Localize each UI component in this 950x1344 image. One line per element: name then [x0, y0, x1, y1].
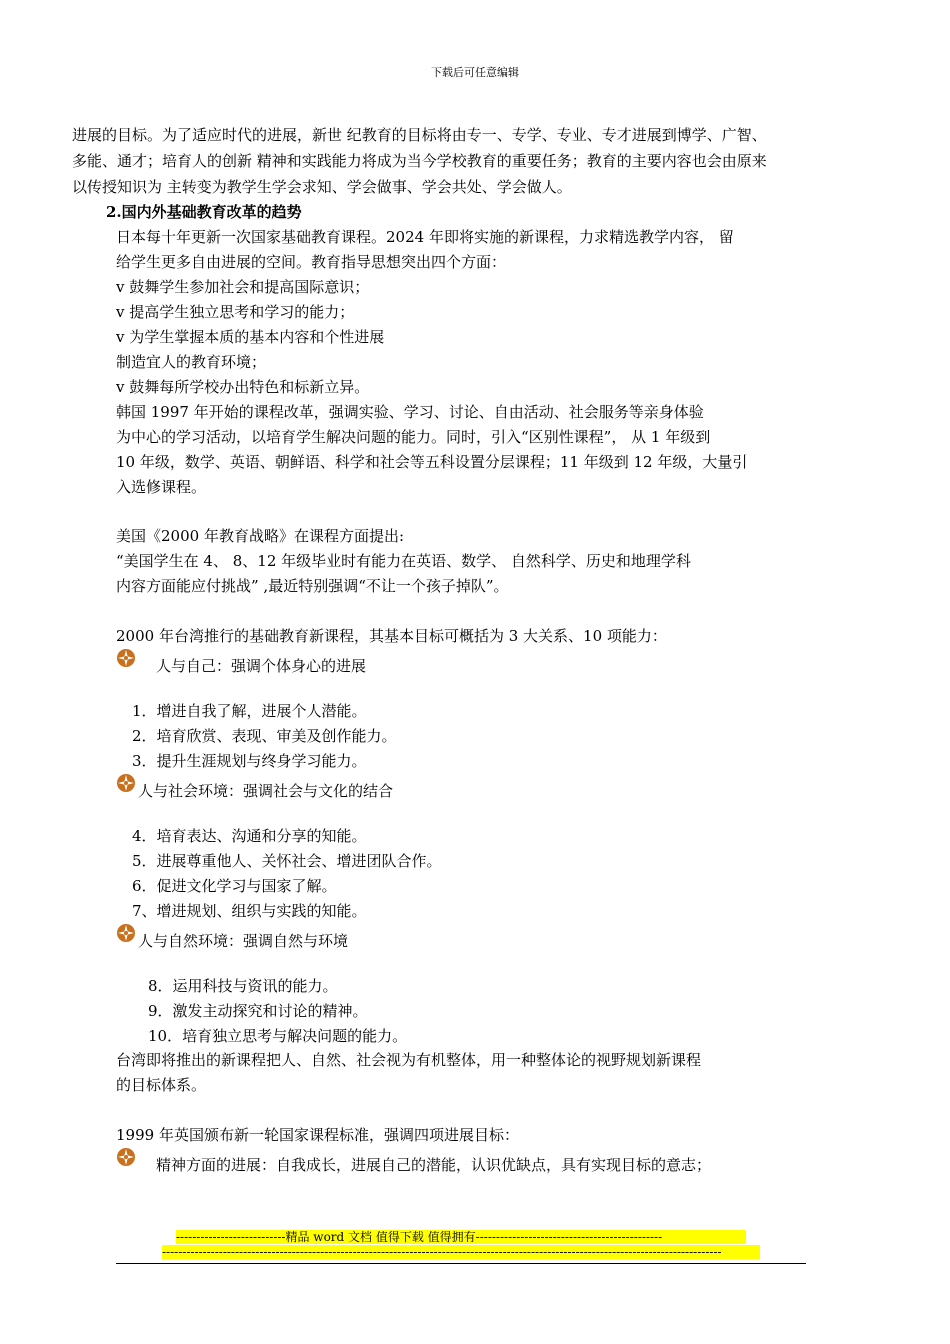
taiwan-summary: 的目标体系。 [116, 1076, 207, 1094]
footer-dash-line: ------------------------------------------------------------------------------------------------------------------------------------------ [162, 1245, 760, 1259]
taiwan-group-title: 人与自然环境：强调自然与环境 [138, 932, 349, 950]
intro-line: 多能、通才；培育人的创新 精神和实践能力将成为当今学校教育的重要任务；教育的主要内容也会由原来 [72, 152, 767, 170]
korea-line: 韩国 1997 年开始的课程改革，强调实验、学习、讨论、自由活动、社会服务等亲身体验 [116, 403, 704, 421]
taiwan-item: 1．增进自我了解，进展个人潜能。 [132, 702, 367, 720]
compass-bullet-icon [116, 923, 136, 943]
taiwan-item: 4．培育表达、沟通和分享的知能。 [132, 827, 367, 845]
japan-point: v 为学生掌握本质的基本内容和个性进展 [116, 328, 385, 346]
taiwan-summary: 台湾即将推出的新课程把人、自然、社会视为有机整体，用一种整体论的视野规划新课程 [116, 1051, 702, 1069]
compass-bullet-icon [116, 773, 136, 793]
taiwan-item: 9．激发主动探究和讨论的精神。 [148, 1002, 368, 1020]
japan-point: 制造宜人的教育环境； [116, 353, 267, 371]
korea-line: 为中心的学习活动，以培育学生解决问题的能力。同时，引入“区别性课程”， 从 1 年级到 [116, 428, 711, 446]
taiwan-group-title: 人与社会环境：强调社会与文化的结合 [138, 782, 394, 800]
taiwan-item: 2．培育欣赏、表现、审美及创作能力。 [132, 727, 397, 745]
korea-line: 10 年级，数学、英语、朝鲜语、科学和社会等五科设置分层课程；11 年级到 12 年级，大量引 [116, 453, 748, 471]
taiwan-item: 8．运用科技与资讯的能力。 [148, 977, 338, 995]
taiwan-group-title: 人与自己：强调个体身心的进展 [156, 657, 367, 675]
japan-line: 给学生更多自由进展的空间。教育指导思想突出四个方面： [116, 253, 507, 271]
page-header: 下载后可任意编辑 [431, 66, 519, 79]
compass-bullet-icon [116, 1147, 136, 1167]
japan-point: v 鼓舞学生参加社会和提高国际意识； [116, 278, 370, 296]
taiwan-item: 7、增进规划、组织与实践的知能。 [132, 902, 367, 920]
taiwan-intro: 2000 年台湾推行的基础教育新课程，其基本目标可概括为 3 大关系、10 项能力： [116, 627, 667, 645]
japan-point: v 提高学生独立思考和学习的能力； [116, 303, 355, 321]
japan-point: v 鼓舞每所学校办出特色和标新立异。 [116, 378, 370, 396]
taiwan-item: 3．提升生涯规划与终身学习能力。 [132, 752, 367, 770]
footer-rule [116, 1263, 806, 1264]
taiwan-item: 5．进展尊重他人、关怀社会、增进团队合作。 [132, 852, 442, 870]
usa-line: 内容方面能应付挑战” ,最近特别强调“不让一个孩子掉队”。 [116, 577, 509, 595]
uk-point: 精神方面的进展：自我成长，进展自己的潜能，认识优缺点，具有实现目标的意志； [156, 1156, 712, 1174]
uk-intro: 1999 年英国颁布新一轮国家课程标准，强调四项进展目标： [116, 1126, 519, 1144]
section-heading: 2.国内外基础教育改革的趋势 [106, 203, 302, 221]
compass-bullet-icon [116, 648, 136, 668]
intro-line: 进展的目标。为了适应时代的进展，新世 纪教育的目标将由专一、专学、专业、专才进展到博学、广智、 [72, 126, 767, 144]
usa-line: “美国学生在 4、 8、12 年级毕业时有能力在英语、数学、 自然科学、历史和地理学科 [116, 552, 691, 570]
korea-line: 入选修课程。 [116, 478, 207, 496]
taiwan-item: 10．培育独立思考与解决问题的能力。 [148, 1027, 408, 1045]
japan-line: 日本每十年更新一次国家基础教育课程。2024 年即将实施的新课程，力求精选教学内容， 留 [116, 228, 734, 246]
usa-line: 美国《2000 年教育战略》在课程方面提出: [116, 527, 404, 545]
taiwan-item: 6．促进文化学习与国家了解。 [132, 877, 337, 895]
footer-banner: ---------------------------精品 word 文档 值得下载 值得拥有---------------------------------------------- [176, 1230, 746, 1244]
intro-line: 以传授知识为 主转变为教学生学会求知、学会做事、学会共处、学会做人。 [72, 178, 572, 196]
